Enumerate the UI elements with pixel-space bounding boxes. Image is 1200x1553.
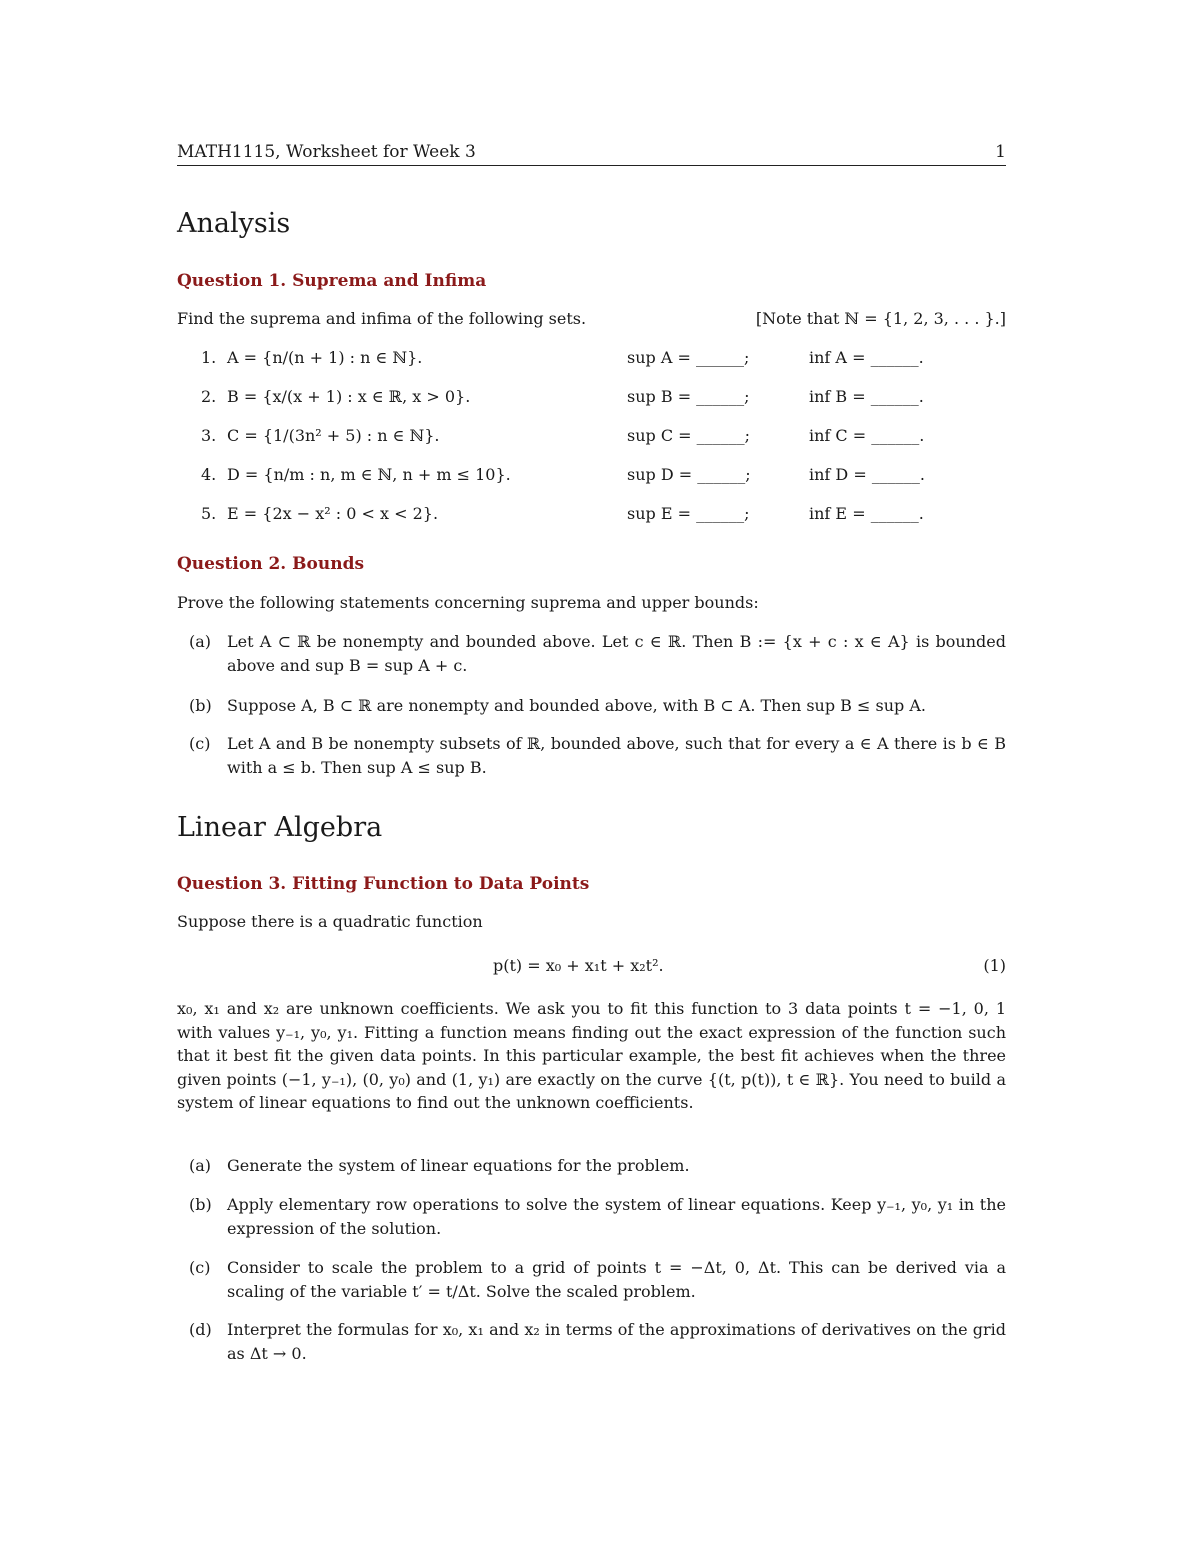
item-label: (d) bbox=[189, 1320, 212, 1339]
set-number: 5. bbox=[201, 504, 217, 523]
question-2-heading: Question 2. Bounds bbox=[177, 554, 365, 574]
item-text: Interpret the formulas for x₀, x₁ and x₂ in terms of the approximations of derivatives on the grid as Δt → 0. bbox=[227, 1320, 1006, 1363]
set-definition: E = {2x − x² : 0 < x < 2}. bbox=[227, 504, 439, 523]
item-text: Apply elementary row operations to solve the system of linear equations. Keep y₋₁, y₀, y₁ in the expression of the solution. bbox=[227, 1195, 1006, 1238]
running-header bbox=[177, 142, 1006, 166]
naturals-note: [Note that ℕ = {1, 2, 3, . . . }.] bbox=[755, 309, 1006, 328]
infimum-blank: inf C = ______. bbox=[809, 426, 925, 445]
set-number: 3. bbox=[201, 426, 217, 445]
set-number: 1. bbox=[201, 348, 217, 367]
question-1-heading: Question 1. Suprema and Infima bbox=[177, 271, 487, 291]
set-number: 2. bbox=[201, 387, 217, 406]
header-title: MATH1115, Worksheet for Week 3 bbox=[177, 142, 476, 162]
item-label: (a) bbox=[189, 632, 212, 651]
set-row bbox=[177, 348, 1006, 370]
equation-body: p(t) = x₀ + x₁t + x₂t². bbox=[493, 956, 664, 975]
set-number: 4. bbox=[201, 465, 217, 484]
set-definition: B = {x/(x + 1) : x ∈ ℝ, x > 0}. bbox=[227, 387, 471, 406]
set-row bbox=[177, 465, 1006, 487]
infimum-blank: inf D = ______. bbox=[809, 465, 925, 484]
question-3-intro: Suppose there is a quadratic function bbox=[177, 912, 483, 931]
section-title-analysis: Analysis bbox=[177, 208, 291, 239]
question-2-intro: Prove the following statements concerning suprema and upper bounds: bbox=[177, 593, 759, 612]
question-3-heading: Question 3. Fitting Function to Data Points bbox=[177, 874, 590, 894]
item-text: Generate the system of linear equations for the problem. bbox=[227, 1156, 690, 1175]
item-text: Consider to scale the problem to a grid of points t = −Δt, 0, Δt. This can be derived via a scaling of the variable t′ = t/Δt. Solve the scaled problem. bbox=[227, 1258, 1006, 1301]
section-title-linear-algebra: Linear Algebra bbox=[177, 812, 383, 843]
question-1-intro: Find the suprema and infima of the following sets. bbox=[177, 309, 587, 328]
set-definition: D = {n/m : n, m ∈ ℕ, n + m ≤ 10}. bbox=[227, 465, 511, 484]
item-label: (b) bbox=[189, 1195, 212, 1214]
item-text: Suppose A, B ⊂ ℝ are nonempty and bounded above, with B ⊂ A. Then sup B ≤ sup A. bbox=[227, 696, 926, 715]
question-3-paragraph: x₀, x₁ and x₂ are unknown coefficients. We ask you to fit this function to 3 data points t = −1, 0, 1 with values y₋₁, y₀, y₁. Fitting a function means finding out the exact expression of the function such that it best fit the given data points. In this particular example, the best fit achieves when the three given points (−1, y₋₁), (0, y₀) and (1, y₁) are exactly on the curve {(t, p(t)), t ∈ ℝ}. You need to build a system of linear equations to find out the unknown coefficients. bbox=[177, 999, 1006, 1112]
set-row bbox=[177, 426, 1006, 448]
infimum-blank: inf B = ______. bbox=[809, 387, 924, 406]
item-text: Let A and B be nonempty subsets of ℝ, bounded above, such that for every a ∈ A there is b ∈ B with a ≤ b. Then sup A ≤ sup B. bbox=[227, 734, 1006, 777]
supremum-blank: sup A = ______; bbox=[627, 348, 750, 367]
page-number: 1 bbox=[995, 142, 1006, 162]
supremum-blank: sup C = ______; bbox=[627, 426, 751, 445]
set-row bbox=[177, 387, 1006, 409]
set-definition: A = {n/(n + 1) : n ∈ ℕ}. bbox=[227, 348, 423, 367]
infimum-blank: inf E = ______. bbox=[809, 504, 924, 523]
set-definition: C = {1/(3n² + 5) : n ∈ ℕ}. bbox=[227, 426, 440, 445]
supremum-blank: sup B = ______; bbox=[627, 387, 750, 406]
item-label: (b) bbox=[189, 696, 212, 715]
set-row bbox=[177, 504, 1006, 526]
supremum-blank: sup D = ______; bbox=[627, 465, 751, 484]
item-text: Let A ⊂ ℝ be nonempty and bounded above. Let c ∈ ℝ. Then B := {x + c : x ∈ A} is bounded above and sup B = sup A + c. bbox=[227, 632, 1006, 675]
equation-tag: (1) bbox=[983, 956, 1006, 975]
item-label: (c) bbox=[189, 734, 211, 753]
item-label: (a) bbox=[189, 1156, 212, 1175]
item-label: (c) bbox=[189, 1258, 211, 1277]
supremum-blank: sup E = ______; bbox=[627, 504, 750, 523]
infimum-blank: inf A = ______. bbox=[809, 348, 924, 367]
